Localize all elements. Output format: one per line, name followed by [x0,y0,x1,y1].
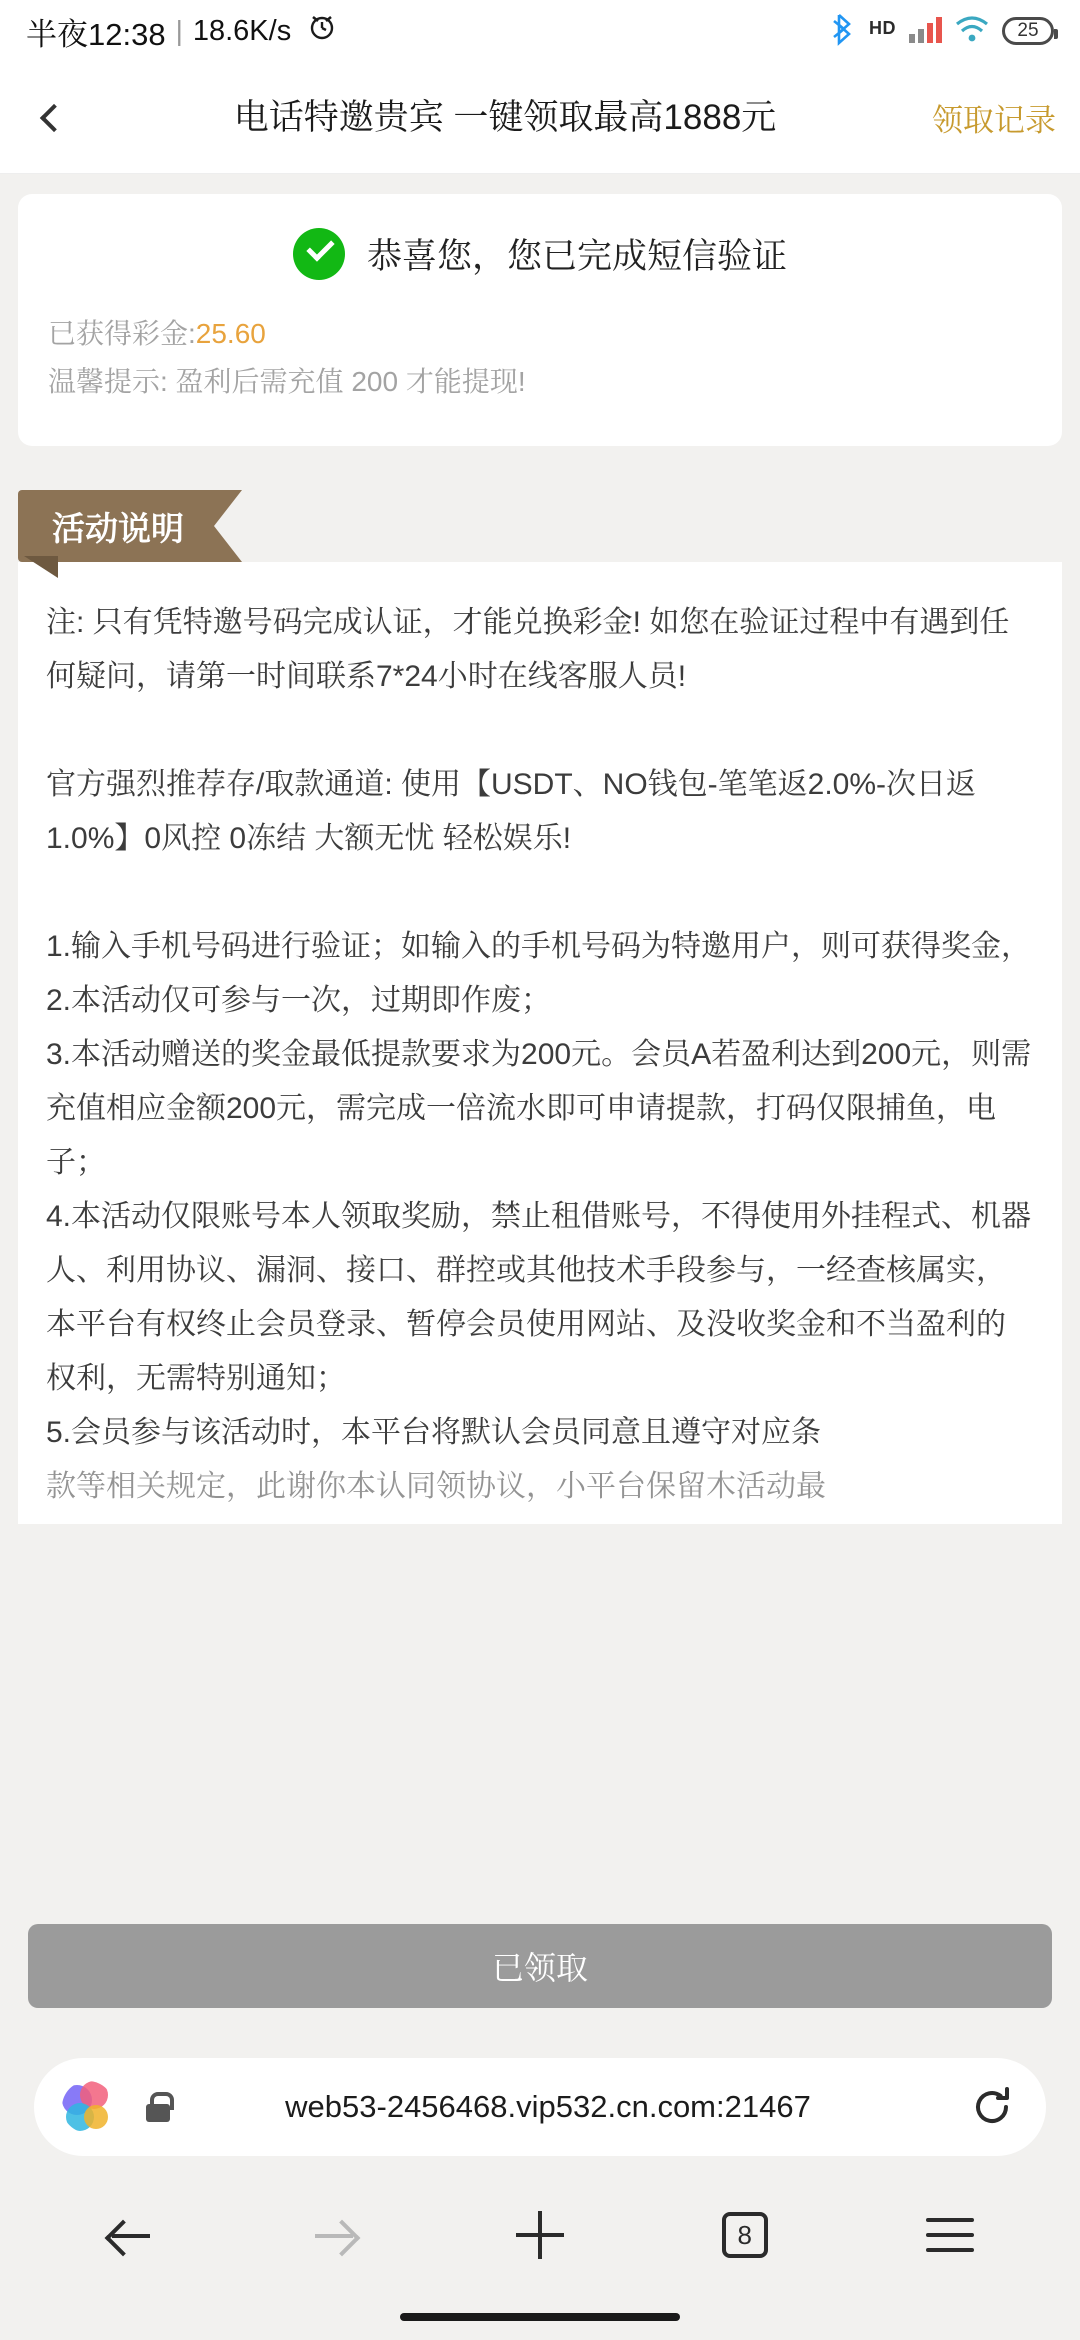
plus-icon [516,2211,564,2259]
tab-switcher-button[interactable] [685,2185,805,2285]
browser-menu-button[interactable] [890,2185,1010,2285]
arrow-left-icon [108,2213,152,2257]
claim-records-link[interactable]: 领取记录 [932,103,1056,138]
alarm-clock-icon [307,12,337,50]
battery-indicator [1002,17,1054,45]
reload-icon[interactable] [966,2081,1018,2133]
url-bar-row [0,2044,1080,2176]
section-ribbon [18,490,1062,562]
bonus-label: 已获得彩金: [48,318,196,349]
terms-channel: 官方强烈推荐存/取款通道: 使用【USDT、NO钱包-笔笔返2.0%-次日返1.0%】0风控 0冻结 大额无忧 轻松娱乐! [46,768,977,855]
terms-gap-1 [46,704,1034,758]
congrats-row [48,228,1032,280]
browser-back-button[interactable] [70,2185,190,2285]
claim-button[interactable]: 已领取 [28,1924,1052,2008]
terms-note: 注: 只有凭特邀号码完成认证，才能兑换彩金! 如您在验证过程中有遇到任何疑问，请第一时间联系7*24小时在线客服人员! [46,606,1010,693]
browser-brand-logo-icon[interactable] [62,2081,114,2133]
status-separator: | [175,15,183,46]
congrats-text: 恭喜您，您已完成短信验证 [366,237,787,276]
url-bar[interactable] [34,2058,1046,2156]
verification-status-card [18,194,1062,446]
gesture-nav-bar[interactable] [0,2294,1080,2340]
browser-nav-bar [0,2176,1080,2294]
check-circle-icon [293,228,345,280]
content-fade-mask [0,1828,1080,1898]
page-header [0,62,1080,174]
claim-bar [0,1898,1080,2034]
bonus-value: 25.60 [195,318,266,349]
terms-gap-2 [46,866,1034,920]
bluetooth-icon [831,12,857,51]
browser-forward-button[interactable] [275,2185,395,2285]
terms-item: 3.本活动赠送的奖金最低提款要求为200元。会员A若盈利达到200元，则需充值相应金额200元，需完成一倍流水即可申请提款，打码仅限捕鱼，电子； [46,1038,1032,1179]
terms-item: 1.输入手机号码进行验证；如输入的手机号码为特邀用户，则可获得奖金， [46,930,1032,963]
chevron-left-icon [40,103,68,131]
terms-item: 5.会员参与该活动时，本平台将默认会员同意且遵守对应条 [46,1416,822,1449]
bonus-line [48,310,1032,358]
battery-percent: 25 [1017,20,1039,41]
tab-count-badge: 8 [722,2212,768,2258]
page-title: 电话特邀贵宾 一键领取最高1888元 [233,97,777,137]
browser-chrome [0,2034,1080,2340]
terms-item: 4.本活动仅限账号本人领取奖励，禁止租借账号，不得使用外挂程式、机器人、利用协议、漏洞、接口、群控或其他技术手段参与，一经查核属实，本平台有权终止会员登录、暂停会员使用网站、及没收奖金和不当盈利的权利，无需特别通知； [46,1200,1032,1395]
status-time: 半夜12:38 [26,16,166,52]
hd-icon: HD [869,18,896,38]
arrow-right-icon [313,2213,357,2257]
withdraw-tip: 温馨提示: 盈利后需充值 200 才能提现! [48,366,526,397]
menu-hamburger-icon [926,2218,974,2252]
network-speed: 18.6K/s [192,14,292,47]
status-bar-right [831,12,1054,51]
home-gesture-pill[interactable] [400,2313,680,2321]
wifi-icon [954,14,990,49]
section-ribbon-label: 活动说明 [18,490,214,562]
back-button[interactable] [24,78,84,158]
activity-terms [18,562,1062,1524]
ribbon-arrow-shape [214,490,242,562]
lock-icon [146,2092,170,2122]
status-bar [0,0,1080,62]
cellular-signal-icon [908,14,942,49]
url-text[interactable]: web53-2456468.vip532.cn.com:21467 [285,2089,811,2124]
new-tab-button[interactable] [480,2185,600,2285]
terms-item-clipped: 款等相关规定，此谢你本认同领协议，小平台保留木活动最 [46,1470,826,1503]
status-bar-left [26,9,337,54]
terms-item: 2.本活动仅可参与一次，过期即作废； [46,984,552,1017]
page-content[interactable] [0,174,1080,1898]
